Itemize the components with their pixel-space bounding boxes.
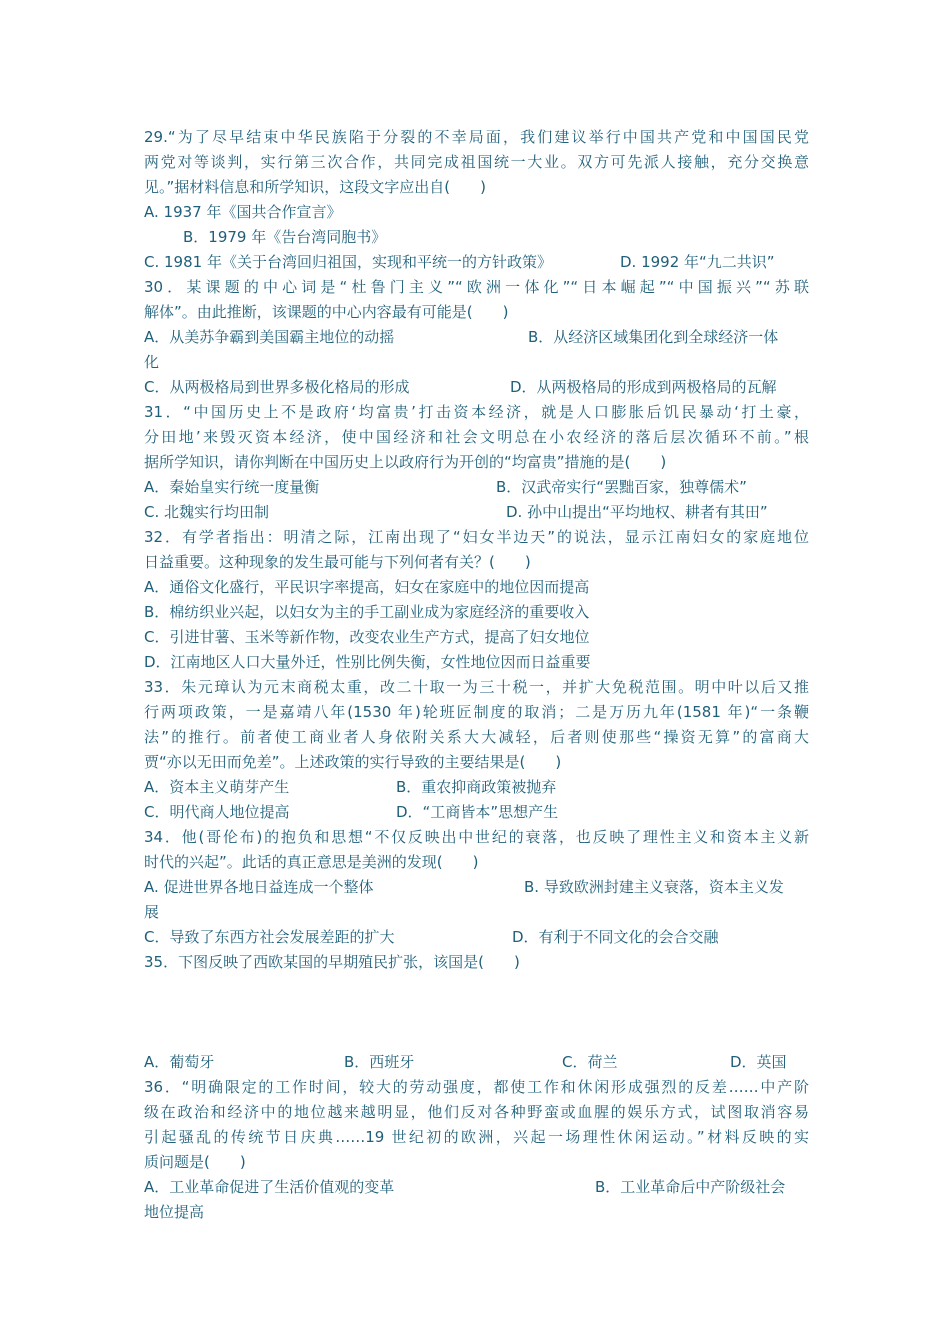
- q34-options-cd: [144, 927, 809, 947]
- q34-option-a[interactable]: A. 促进世界各地日益连成一个整体: [144, 878, 374, 896]
- q35-option-c[interactable]: C．荷兰: [562, 1053, 618, 1071]
- q35-option-d[interactable]: D．英国: [730, 1053, 787, 1071]
- q30-option-b-continued: 化: [144, 353, 160, 371]
- q33-stem-line-2: 行两项政策，一是嘉靖八年(1530 年)轮班匠制度的取消；二是万历九年(1581 年)“一条鞭: [144, 703, 809, 721]
- q33-option-b[interactable]: B．重农抑商政策被抛弃: [396, 778, 557, 796]
- q36-options-ab: [144, 1177, 809, 1197]
- q31-option-c[interactable]: C. 北魏实行均田制: [144, 503, 270, 521]
- q33-options-cd: [144, 802, 809, 822]
- q34-stem-line-2: 时代的兴起”。此话的真正意思是美洲的发现( ): [144, 853, 479, 871]
- q34-option-b[interactable]: B. 导致欧洲封建主义衰落，资本主义发: [524, 878, 784, 896]
- q32-option-c[interactable]: C．引进甘薯、玉米等新作物，改变农业生产方式，提高了妇女地位: [144, 628, 590, 646]
- q32-option-b[interactable]: B．棉纺织业兴起，以妇女为主的手工副业成为家庭经济的重要收入: [144, 603, 590, 621]
- q34-options-ab: [144, 877, 809, 897]
- q29-stem-line-3: 见。”据材料信息和所学知识，这段文字应出自( ): [144, 178, 486, 196]
- q30-stem-line-1: 30．某课题的中心词是“杜鲁门主义”“欧洲一体化”“日本崛起”“中国振兴”“苏联: [144, 278, 809, 296]
- q31-option-b[interactable]: B．汉武帝实行“罢黜百家，独尊儒术”: [496, 478, 747, 496]
- q29-stem-line-2: 两党对等谈判，实行第三次合作，共同完成祖国统一大业。双方可先派人接触，充分交换意: [144, 153, 809, 171]
- q34-option-d[interactable]: D．有利于不同文化的会合交融: [512, 928, 719, 946]
- q29-options-cd: [144, 252, 809, 272]
- q30-option-d[interactable]: D．从两极格局的形成到两极格局的瓦解: [510, 378, 777, 396]
- q31-stem-line-1: 31．“中国历史上不是政府‘均富贵’打击资本经济，就是人口膨胀后饥民暴动‘打土豪，: [144, 403, 809, 421]
- q30-option-c[interactable]: C．从两极格局到世界多极化格局的形成: [144, 378, 410, 396]
- q29-option-c[interactable]: C. 1981 年《关于台湾回归祖国，实现和平统一的方针政策》: [144, 253, 552, 271]
- q29-option-b[interactable]: B．1979 年《告台湾同胞书》: [183, 228, 387, 246]
- q35-option-b[interactable]: B．西班牙: [344, 1053, 415, 1071]
- q29-option-d[interactable]: D. 1992 年“九二共识”: [620, 253, 775, 271]
- q31-options-cd: [144, 502, 809, 522]
- q35-option-a[interactable]: A．葡萄牙: [144, 1053, 215, 1071]
- q36-option-a[interactable]: A．工业革命促进了生活价值观的变革: [144, 1178, 395, 1196]
- q36-stem-line-1: 36．“明确限定的工作时间，较大的劳动强度，都使工作和休闲形成强烈的反差……中产阶: [144, 1078, 809, 1096]
- q36-stem-line-4: 质问题是( ): [144, 1153, 246, 1171]
- q31-option-d[interactable]: D. 孙中山提出“平均地权、耕者有其田”: [506, 503, 768, 521]
- q31-stem-line-2: 分田地’来毁灭资本经济，使中国经济和社会文明总在小农经济的落后层次循环不前。”根: [144, 428, 809, 446]
- q34-stem-line-1: 34．他(哥伦布)的抱负和思想“不仅反映出中世纪的衰落，也反映了理性主义和资本主义新: [144, 828, 809, 846]
- q35-stem-line-1: 35．下图反映了西欧某国的早期殖民扩张，该国是( ): [144, 953, 520, 971]
- q33-options-ab: [144, 777, 809, 797]
- q33-stem-line-4: 贾“亦以无田而免差”。上述政策的实行导致的主要结果是( ): [144, 753, 562, 771]
- q36-option-b[interactable]: B．工业革命后中产阶级社会: [595, 1178, 786, 1196]
- q36-stem-line-3: 引起骚乱的传统节日庆典……19 世纪初的欧洲，兴起一场理性休闲运动。”材料反映的实: [144, 1128, 809, 1146]
- q29-option-a[interactable]: A. 1937 年《国共合作宣言》: [144, 203, 342, 221]
- q33-option-d[interactable]: D．“工商皆本”思想产生: [396, 803, 559, 821]
- q36-option-b-continued: 地位提高: [144, 1203, 205, 1221]
- q33-option-c[interactable]: C．明代商人地位提高: [144, 803, 290, 821]
- q33-stem-line-3: 法”的推行。前者使工商业者人身依附关系大大减轻，后者则使那些“操资无算”的富商大: [144, 728, 809, 746]
- q31-stem-line-3: 据所学知识，请你判断在中国历史上以政府行为开创的“均富贵”措施的是( ): [144, 453, 667, 471]
- q30-option-b[interactable]: B．从经济区域集团化到全球经济一体: [528, 328, 779, 346]
- q33-option-a[interactable]: A．资本主义萌芽产生: [144, 778, 290, 796]
- q32-option-a[interactable]: A．通俗文化盛行，平民识字率提高，妇女在家庭中的地位因而提高: [144, 578, 590, 596]
- q32-stem-line-2: 日益重要。这种现象的发生最可能与下列何者有关？( ): [144, 553, 531, 571]
- q34-option-b-continued: 展: [144, 903, 160, 921]
- q31-option-a[interactable]: A．秦始皇实行统一度量衡: [144, 478, 320, 496]
- q32-stem-line-1: 32．有学者指出：明清之际，江南出现了“妇女半边天”的说法，显示江南妇女的家庭地位: [144, 528, 809, 546]
- q32-option-d[interactable]: D．江南地区人口大量外迁，性别比例失衡，女性地位因而日益重要: [144, 653, 591, 671]
- q30-options-cd: [144, 377, 809, 397]
- q31-options-ab: [144, 477, 809, 497]
- q36-stem-line-2: 级在政治和经济中的地位越来越明显，他们反对各种野蛮或血腥的娱乐方式，试图取消容易: [144, 1103, 809, 1121]
- q29-stem-line-1: 29.“为了尽早结束中华民族陷于分裂的不幸局面，我们建议举行中国共产党和中国国民党: [144, 128, 809, 146]
- q34-option-c[interactable]: C．导致了东西方社会发展差距的扩大: [144, 928, 395, 946]
- q35-options: [144, 1052, 809, 1072]
- q30-option-a[interactable]: A．从美苏争霸到美国霸主地位的动摇: [144, 328, 395, 346]
- q30-options-ab: [144, 327, 809, 347]
- q33-stem-line-1: 33．朱元璋认为元末商税太重，改二十取一为三十税一，并扩大免税范围。明中叶以后又推: [144, 678, 809, 696]
- q30-stem-line-2: 解体”。由此推断，该课题的中心内容最有可能是( ): [144, 303, 509, 321]
